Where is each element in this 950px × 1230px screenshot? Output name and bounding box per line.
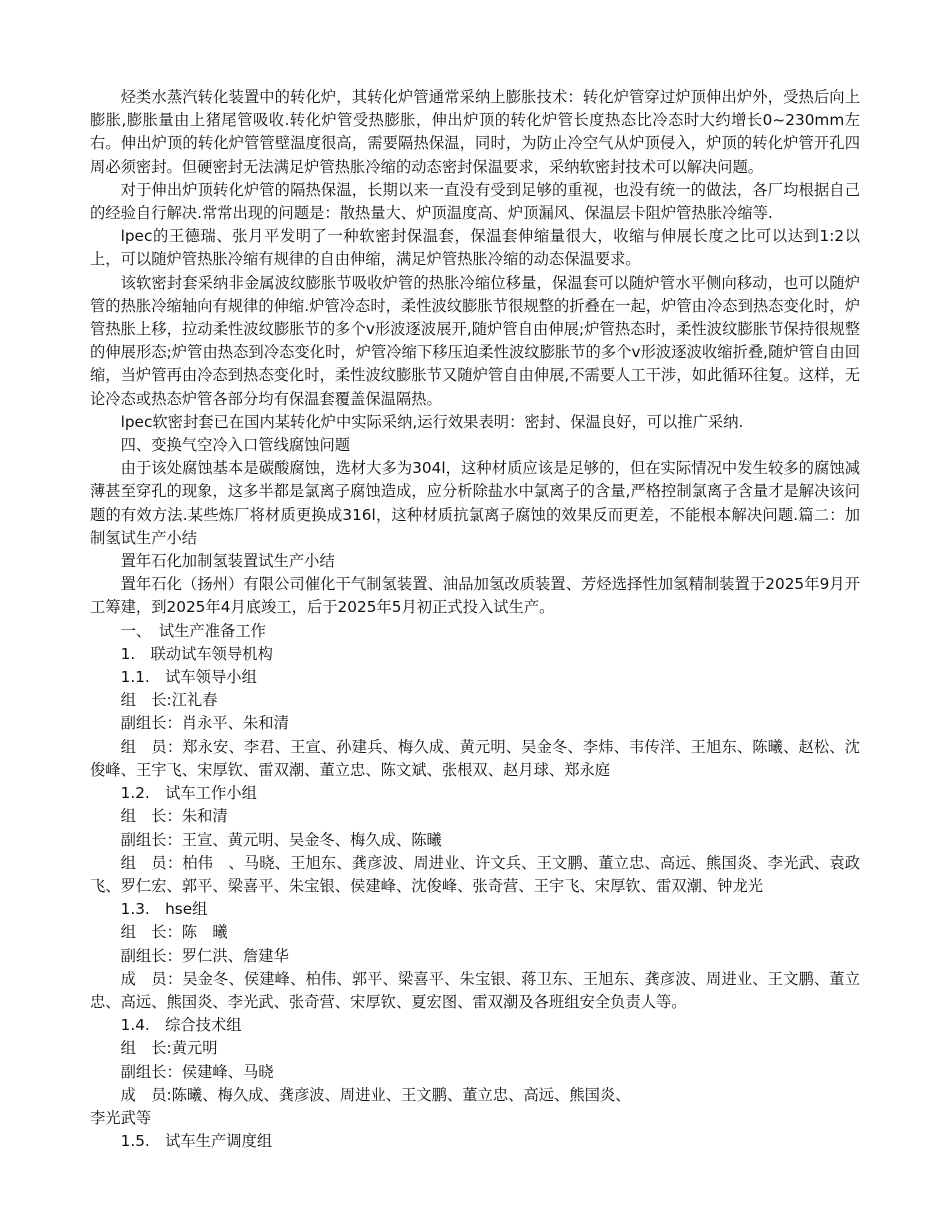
members-line: 成 员:陈曦、梅久成、龚彦波、周进业、王文鹏、董立忠、高远、熊国炎、: [120, 1085, 631, 1104]
deputy-leader-line: 副组长：王宣、黄元明、吴金冬、梅久成、陈曦: [120, 830, 442, 849]
subheading-technical-group: 1.4. 综合技术组: [120, 1016, 242, 1035]
paragraph-lpec-application: lpec软密封套已在国内某转化炉中实际采纳,运行效果表明：密封、保温良好，可以推广采纳.: [120, 412, 744, 431]
leader-line: 组 长:黄元明: [120, 1039, 218, 1058]
members-line: 组 员：柏伟 、马晓、王旭东、龚彦波、周进业、许文兵、王文鹏、董立忠、高远、熊国炎、李光武、袁政飞、罗仁宏、郭平、梁喜平、朱宝银、侯建峰、沈俊峰、张奇营、王宇飞、宋厚钦、雷双潮、钟龙光: [90, 853, 860, 895]
subheading-leadership-group: 1.1. 试车领导小组: [120, 668, 257, 687]
deputy-leader-line: 副组长：肖永平、朱和清: [120, 714, 289, 733]
paragraph-project-timeline: 置年石化（扬州）有限公司催化干气制氢装置、油品加氢改质装置、芳烃选择性加氢精制装置于2025年9月开工筹建，到2025年4月底竣工，后于2025年5月初正式投入试生产。: [90, 575, 860, 617]
subheading-work-group: 1.2. 试车工作小组: [120, 784, 257, 803]
subheading-hse-group: 1.3. hse组: [120, 900, 208, 919]
paragraph-corrosion-analysis: 由于该处腐蚀基本是碳酸腐蚀，选材大多为304l，这种材质应该是足够的，但在实际情况中发生较多的腐蚀减薄甚至穿孔的现象，这多半都是氯离子腐蚀造成，应分析除盐水中氯离子的含量,严格控制氯离子含量才是解决该问题的有效方法.某些炼厂将材质更换成316l，这种材质抗氯离子腐蚀的效果反而更差，不能根本解决问题.篇二：加制氢试生产小结: [90, 459, 860, 547]
section-heading-corrosion: 四、变换气空冷入口管线腐蚀问题: [120, 436, 351, 455]
leader-line: 组 长:江礼春: [120, 691, 218, 710]
paragraph-bellows-description: 该软密封套采纳非金属波纹膨胀节吸收炉管的热胀冷缩位移量，保温套可以随炉管水平侧向移动，也可以随炉管的热胀冷缩轴向有规律的伸缩.炉管冷态时，柔性波纹膨胀节很规整的折叠在一起，炉管由冷态到热态变化时，炉管热胀上移，拉动柔性波纹膨胀节的多个v形波逐波展开,随炉管自由伸展;炉管热态时，柔性波纹膨胀节保持很规整的伸展形态;炉管由热态到冷态变化时，炉管冷缩下移压迫柔性波纹膨胀节的多个v形波逐波收缩折叠,随炉管自由回缩，当炉管再由冷态到热态变化时，柔性波纹膨胀节又随炉管自由伸展,不需要人工干涉，如此循环往复。这样，无论冷态或热态炉管各部分均有保温套覆盖保温隔热。: [90, 273, 860, 408]
deputy-leader-line: 副组长：侯建峰、马晓: [120, 1062, 274, 1081]
paragraph-reformer-tube-intro: 烃类水蒸汽转化装置中的转化炉，其转化炉管通常采纳上膨胀技术：转化炉管穿过炉顶伸出炉外，受热后向上膨胀,膨胀量由上猪尾管吸收.转化炉管受热膨胀，伸出炉顶的转化炉管长度热态比冷态时大约增长0~230mm左右。伸出炉顶的转化炉管管壁温度很高，需要隔热保温，同时，为防止冷空气从炉顶侵入，炉顶的转化炉管开孔四周必须密封。但硬密封无法满足炉管热胀冷缩的动态密封保温要求，采纳软密封技术可以解决问题。: [90, 88, 860, 176]
report-title: 置年石化加制氢装置试生产小结: [120, 552, 335, 571]
paragraph-lpec-invention: lpec的王德瑞、张月平发明了一种软密封保温套，保温套伸缩量很大，收缩与伸展长度之比可以达到1:2以上，可以随炉管热胀冷缩有规律的自由伸缩，满足炉管热胀冷缩的动态保温要求。: [90, 227, 860, 269]
members-line-continuation: 李光武等: [90, 1108, 152, 1127]
deputy-leader-line: 副组长：罗仁洪、詹建华: [120, 946, 289, 965]
leader-line: 组 长：陈 曦: [120, 923, 228, 942]
document-body: [90, 86, 860, 1153]
subheading-leadership: 1. 联动试车领导机构: [120, 644, 273, 663]
members-line: 组 员：郑永安、李君、王宣、孙建兵、梅久成、黄元明、吴金冬、李炜、韦传洋、王旭东、陈曦、赵松、沈俊峰、王宇飞、宋厚钦、雷双潮、董立忠、陈文斌、张根双、赵月球、郑永庭: [90, 737, 860, 779]
leader-line: 组 长：朱和清: [120, 807, 228, 826]
paragraph-insulation-issue: 对于伸出炉顶转化炉管的隔热保温，长期以来一直没有受到足够的重视，也没有统一的做法，各厂均根据自己的经验自行解决.常常出现的问题是：散热量大、炉顶温度高、炉顶漏风、保温层卡阻炉管热胀冷缩等.: [90, 180, 860, 223]
section-heading-preparation: 一、 试生产准备工作: [120, 621, 266, 640]
subheading-dispatch-group: 1.5. 试车生产调度组: [120, 1132, 273, 1151]
members-line: 成 员：吴金冬、侯建峰、柏伟、郭平、梁喜平、朱宝银、蒋卫东、王旭东、龚彦波、周进业、王文鹏、董立忠、高远、熊国炎、李光武、张奇营、宋厚钦、夏宏图、雷双潮及各班组安全负责人等。: [90, 969, 860, 1011]
